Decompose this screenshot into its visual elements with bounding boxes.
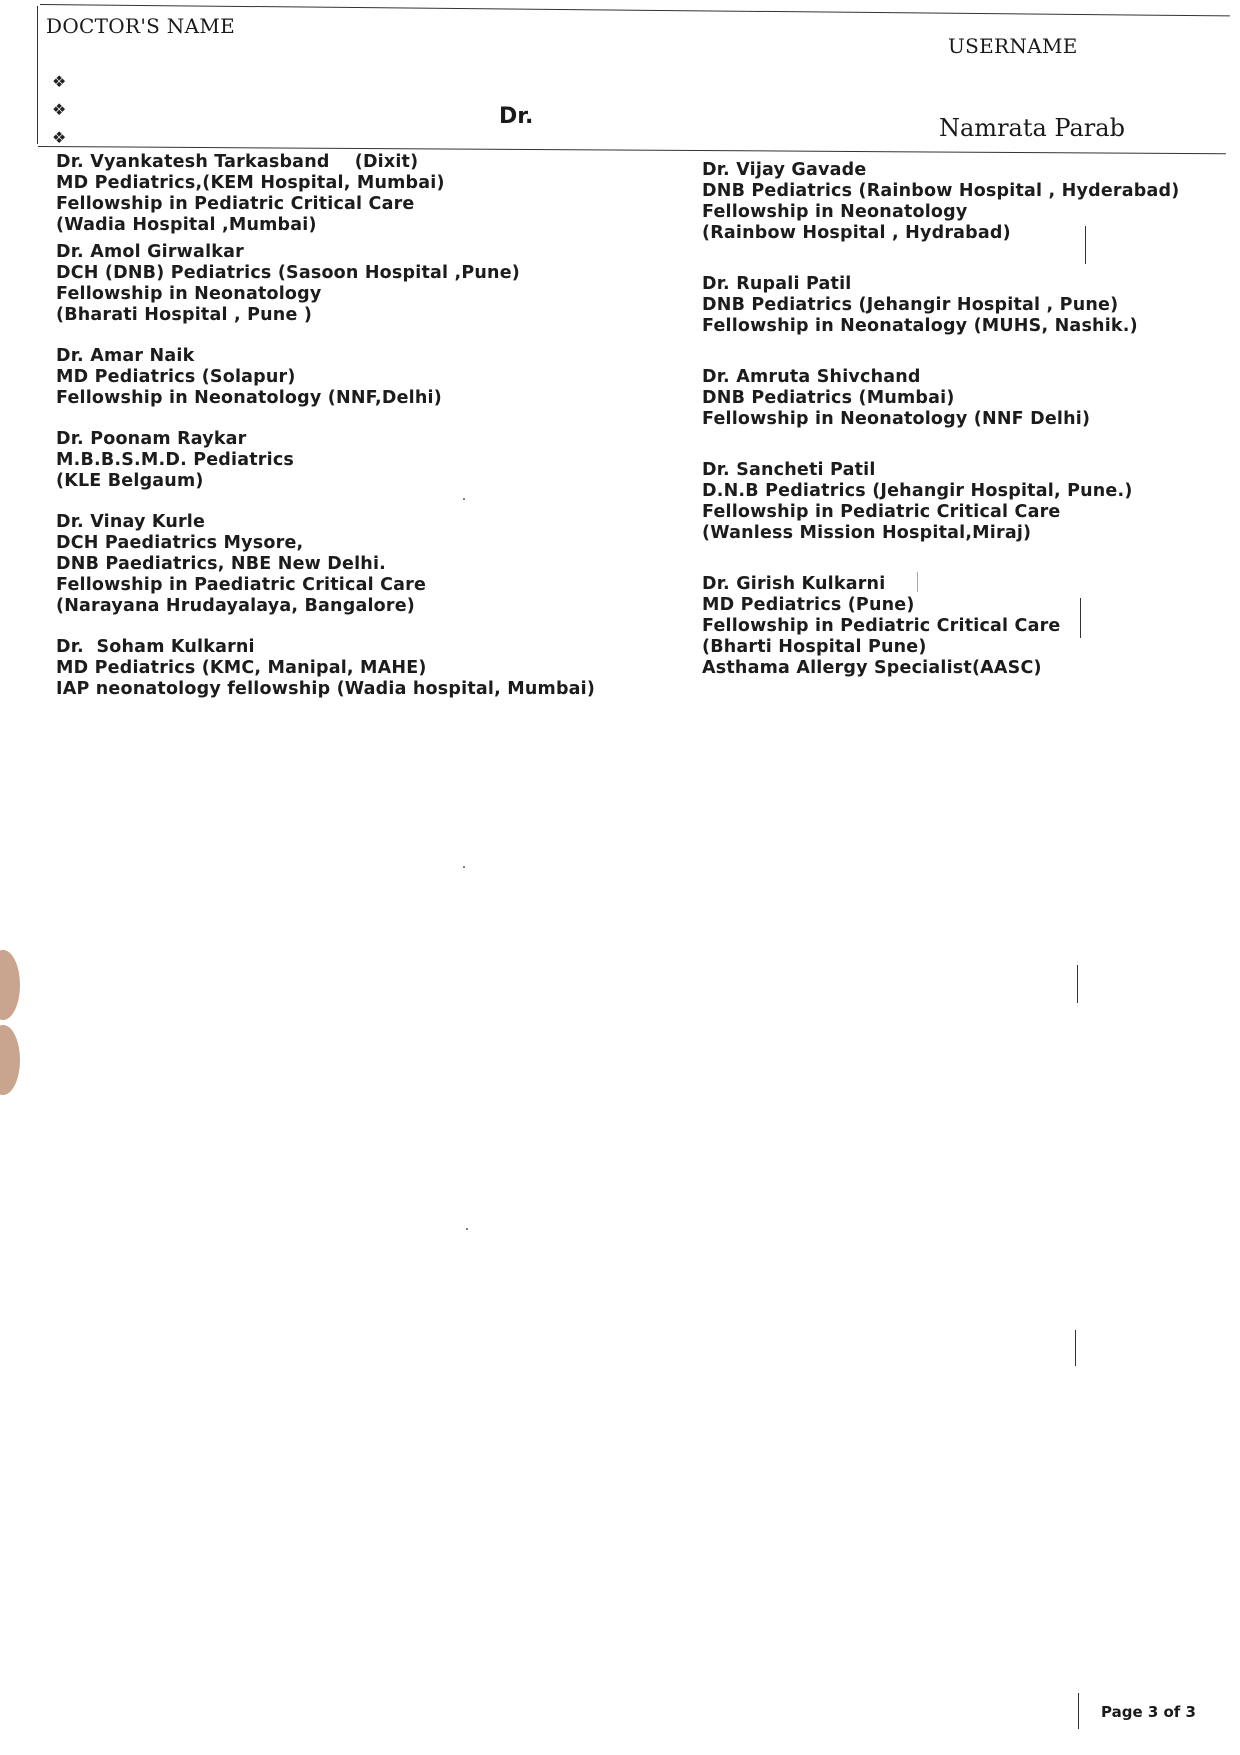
doctor-qualification: Fellowship in Neonatology [56, 284, 322, 304]
doctor-name: Dr. Poonam Raykar [56, 429, 247, 449]
doctor-qualification: (Bharati Hospital , Pune ) [56, 305, 313, 325]
doctor-qualification: DCH Paediatrics Mysore, [56, 533, 304, 553]
doctor-qualification: DNB Pediatrics (Mumbai) [702, 388, 955, 408]
scan-mark [1075, 1330, 1076, 1366]
doctor-name: Dr. Girish Kulkarni [702, 574, 886, 594]
scan-mark [917, 572, 918, 592]
doctor-name: Dr. Vyankatesh Tarkasband (Dixit) [56, 152, 419, 172]
doctor-qualification: MD Pediatrics,(KEM Hospital, Mumbai) [56, 173, 445, 193]
doctor-qualification: (Wanless Mission Hospital,Miraj) [702, 523, 1032, 543]
doctor-qualification: Fellowship in Pediatric Critical Care [56, 194, 415, 214]
doctor-qualification: MD Pediatrics (Pune) [702, 595, 915, 615]
doctor-qualification: MD Pediatrics (KMC, Manipal, MAHE) [56, 658, 427, 678]
doctor-qualification: DCH (DNB) Pediatrics (Sasoon Hospital ,Pune) [56, 263, 520, 283]
scanner-thumb-artifact [0, 1025, 20, 1095]
doctor-qualification: (Bharti Hospital Pune) [702, 637, 927, 657]
doctor-name: Dr. Amruta Shivchand [702, 367, 921, 387]
doctor-qualification: MD Pediatrics (Solapur) [56, 367, 296, 387]
bullet-list [52, 68, 66, 152]
doctor-entry [702, 460, 1222, 544]
diamond-bullet-icon: ❖ [52, 100, 67, 119]
scan-speck [463, 866, 465, 868]
scan-speck [463, 498, 465, 500]
doctor-entry [702, 274, 1222, 337]
doctor-entry [56, 637, 616, 700]
doctor-name: Dr. Sancheti Patil [702, 460, 876, 480]
doctor-qualification: M.B.B.S.M.D. Pediatrics [56, 450, 295, 470]
doctor-name: Dr. Vinay Kurle [56, 512, 206, 532]
doctor-qualification: (Narayana Hrudayalaya, Bangalore) [56, 596, 415, 616]
doctor-qualification: (KLE Belgaum) [56, 471, 204, 491]
doctor-entry [56, 152, 616, 236]
doctor-qualification: Asthama Allergy Specialist(AASC) [702, 658, 1042, 678]
doctor-entry [56, 512, 616, 617]
doctor-name: Dr. Soham Kulkarni [56, 637, 255, 657]
doctor-name: Dr. Amar Naik [56, 346, 195, 366]
doctor-qualification: D.N.B Pediatrics (Jehangir Hospital, Pune.) [702, 481, 1133, 501]
doctor-qualification: Fellowship in Neonatology [702, 202, 968, 222]
scan-mark [1077, 965, 1078, 1003]
doctor-entry [56, 429, 616, 492]
scan-speck [466, 1228, 468, 1230]
doctor-entry [702, 574, 1222, 679]
scanner-thumb-artifact [0, 950, 20, 1020]
left-border-line [37, 6, 38, 144]
doctor-qualification: Fellowship in Pediatric Critical Care [702, 616, 1061, 636]
doctor-qualification: Fellowship in Paediatric Critical Care [56, 575, 427, 595]
doctor-qualification: Fellowship in Neonatology (NNF Delhi) [702, 409, 1091, 429]
doctor-name: Dr. Vijay Gavade [702, 160, 867, 180]
scan-mark [1085, 226, 1086, 264]
doctor-entry [702, 160, 1222, 244]
diamond-bullet-icon: ❖ [52, 128, 67, 147]
left-doctor-column [56, 152, 616, 700]
doctor-qualification: IAP neonatology fellowship (Wadia hospital, Mumbai) [56, 679, 596, 699]
doctor-qualification: Fellowship in Neonatalogy (MUHS, Nashik.) [702, 316, 1138, 336]
doctor-qualification: Fellowship in Pediatric Critical Care [702, 502, 1061, 522]
scan-mark [1080, 598, 1081, 638]
dr-prefix: Dr. [499, 104, 534, 129]
right-doctor-column [702, 160, 1222, 679]
doctor-qualification: Fellowship in Neonatology (NNF,Delhi) [56, 388, 442, 408]
doctor-qualification: DNB Paediatrics, NBE New Delhi. [56, 554, 387, 574]
doctor-entry [702, 367, 1222, 430]
doctor-entry [56, 346, 616, 409]
doctor-qualification: (Wadia Hospital ,Mumbai) [56, 215, 317, 235]
username-value: Namrata Parab [939, 114, 1125, 142]
doctor-name: Dr. Amol Girwalkar [56, 242, 244, 262]
username-label: USERNAME [948, 34, 1078, 58]
doctor-qualification: DNB Pediatrics (Rainbow Hospital , Hyderabad) [702, 181, 1180, 201]
doctor-qualification: DNB Pediatrics (Jehangir Hospital , Pune) [702, 295, 1119, 315]
doctors-name-label: DOCTOR'S NAME [46, 14, 236, 38]
page-number: Page 3 of 3 [1101, 1703, 1196, 1721]
diamond-bullet-icon: ❖ [52, 72, 67, 91]
doctor-name: Dr. Rupali Patil [702, 274, 852, 294]
scan-mark [1078, 1693, 1079, 1729]
doctor-qualification: (Rainbow Hospital , Hydrabad) [702, 223, 1011, 243]
doctor-entry [56, 242, 616, 326]
